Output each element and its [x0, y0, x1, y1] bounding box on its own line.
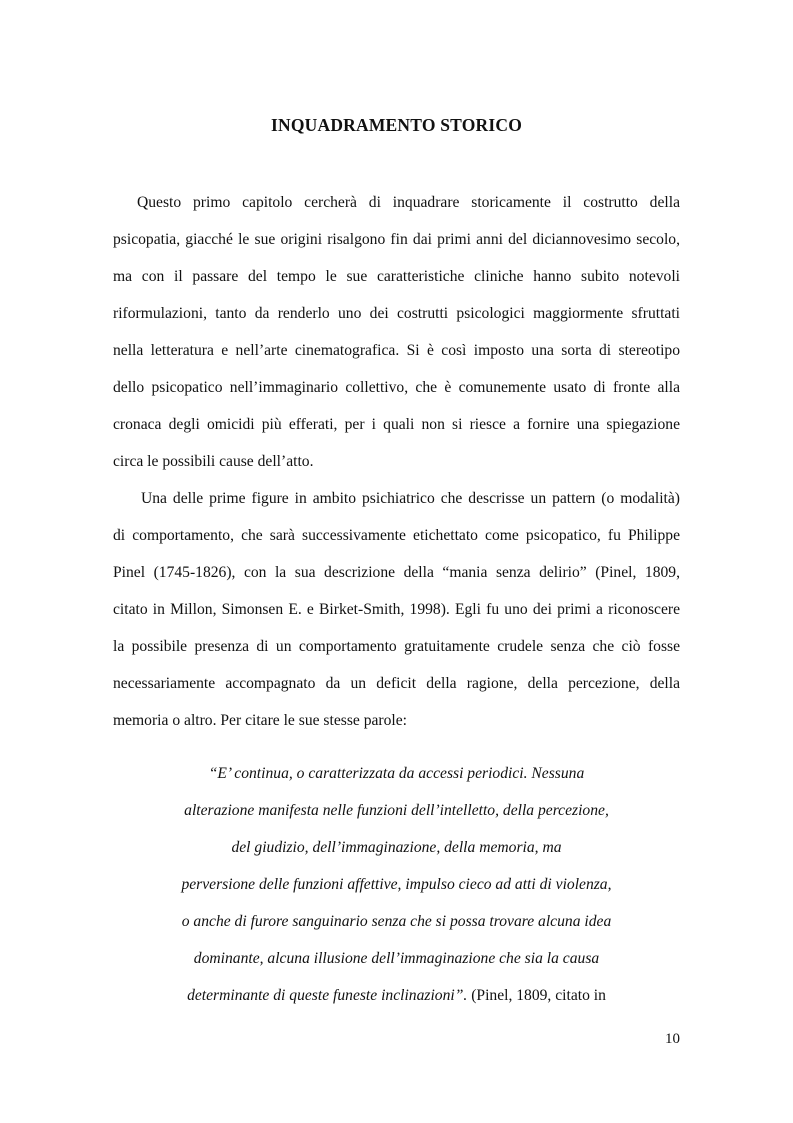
- paragraph-intro: [113, 184, 680, 480]
- page-title: INQUADRAMENTO STORICO: [270, 115, 523, 135]
- text-line: di comportamento, che sarà successivamente etichettato come psicopatico, fu Philippe: [113, 527, 680, 544]
- text-line: Pinel (1745-1826), con la sua descrizione della “mania senza delirio” (Pinel, 1809,: [113, 564, 680, 581]
- text-line: ma con il passare del tempo le sue caratteristiche cliniche hanno subito notevoli: [113, 268, 680, 285]
- text-line: riformulazioni, tanto da renderlo uno dei costrutti psicologici maggiormente sfruttati: [113, 305, 680, 322]
- text-line: nella letteratura e nell’arte cinematografica. Si è così imposto una sorta di stereotipo: [113, 342, 680, 359]
- text-line: circa le possibili cause dell’atto.: [113, 453, 314, 470]
- text-line: Questo primo capitolo cercherà di inquadrare storicamente il costrutto della: [137, 194, 680, 211]
- text-line: memoria o altro. Per citare le sue stesse parole:: [113, 712, 408, 729]
- text-line: Una delle prime figure in ambito psichiatrico che descrisse un pattern (o modalità): [141, 490, 680, 507]
- quote-line: del giudizio, dell’immaginazione, della memoria, ma: [231, 839, 562, 856]
- quote-text: determinante di queste funeste inclinazioni”.: [187, 987, 468, 1004]
- block-quote: [113, 755, 680, 1014]
- quote-line: o anche di furore sanguinario senza che si possa trovare alcuna idea: [181, 913, 612, 930]
- quote-line-with-citation: [113, 977, 680, 1014]
- quote-line: perversione delle funzioni affettive, impulso cieco ad atti di violenza,: [181, 876, 612, 893]
- quote-citation: (Pinel, 1809, citato in: [471, 987, 606, 1004]
- quote-line: dominante, alcuna illusione dell’immaginazione che sia la causa: [193, 950, 600, 967]
- text-line: psicopatia, giacché le sue origini risalgono fin dai primi anni del diciannovesimo secolo,: [113, 231, 680, 248]
- quote-line: alterazione manifesta nelle funzioni dell’intelletto, della percezione,: [184, 802, 609, 819]
- text-line: necessariamente accompagnato da un deficit della ragione, della percezione, della: [113, 675, 680, 692]
- text-line: cronaca degli omicidi più efferati, per i quali non si riesce a fornire una spiegazione: [113, 416, 680, 433]
- text-line: la possibile presenza di un comportamento gratuitamente crudele senza che ciò fosse: [113, 638, 680, 655]
- quote-line: “E’ continua, o caratterizzata da accessi periodici. Nessuna: [208, 765, 585, 782]
- text-line: dello psicopatico nell’immaginario collettivo, che è comunemente usato di fronte alla: [113, 379, 680, 396]
- paragraph-pinel: [113, 480, 680, 739]
- page-number: 10: [665, 1031, 680, 1047]
- text-line: citato in Millon, Simonsen E. e Birket-Smith, 1998). Egli fu uno dei primi a riconoscere: [113, 601, 680, 618]
